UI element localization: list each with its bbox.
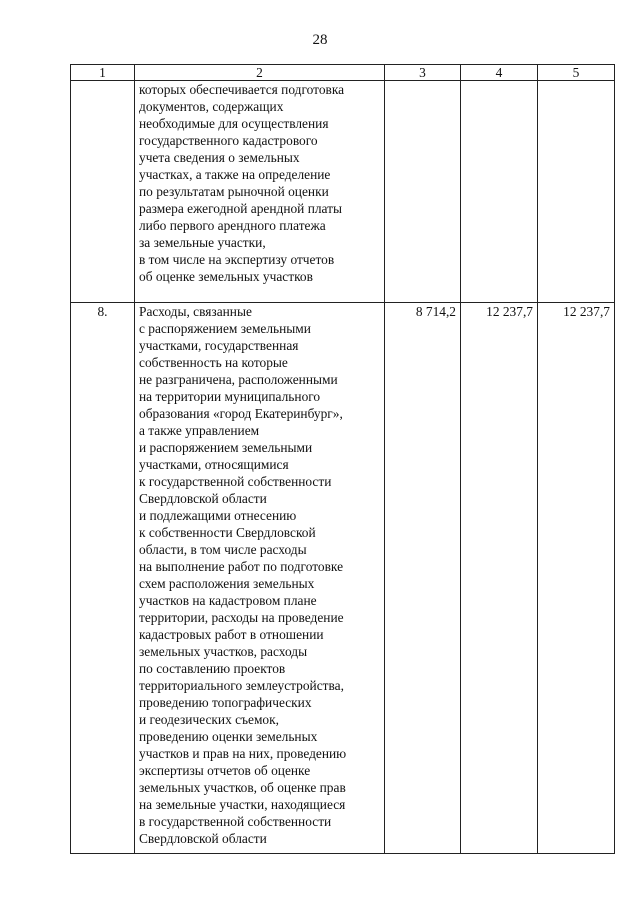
row-number: 8.: [71, 303, 135, 854]
row-value-col4: 12 237,7: [461, 303, 538, 854]
row-description: Расходы, связанные с распоряжением земельными участками, государственная собственность на которые не разграничена, расположенными на территории муниципального образования «город Екатеринбург», а также управлением и распоряжением земельными участками, относящимися к государственной собственности Свердловской области и подлежащими отнесению к собственности Свердловской области, в том числе расходы на выполнение работ по подготовке схем расположения земельных участков на кадастровом плане территории, расходы на проведение кадастровых работ в отношении земельных участков, расходы по составлению проектов территориального землеустройства, проведению топографических и геодезических съемок, проведению оценки земельных участков и прав на них, проведению экспертизы отчетов об оценке земельных участков, об оценке прав на земельные участки, находящиеся в государственной собственности Свердловской области: [135, 303, 385, 854]
row-number: [71, 81, 135, 303]
column-header-2: 2: [135, 65, 385, 81]
column-header-1: 1: [71, 65, 135, 81]
column-header-4: 4: [461, 65, 538, 81]
column-header-3: 3: [385, 65, 461, 81]
budget-table: [70, 64, 615, 854]
row-value-col5: [538, 81, 615, 303]
page-number: 28: [312, 32, 328, 48]
table-header-row: [71, 65, 615, 81]
column-header-5: 5: [538, 65, 615, 81]
row-description: которых обеспечивается подготовка документов, содержащих необходимые для осуществления государственного кадастрового учета сведения о земельных участках, а также на определение по результатам рыночной оценки размера ежегодной арендной платы либо первого арендного платежа за земельные участки, в том числе на экспертизу отчетов об оценке земельных участков: [135, 81, 385, 303]
row-value-col4: [461, 81, 538, 303]
table-row: [71, 81, 615, 303]
table-row: [71, 303, 615, 854]
row-value-col3: [385, 81, 461, 303]
row-value-col3: 8 714,2: [385, 303, 461, 854]
row-value-col5: 12 237,7: [538, 303, 615, 854]
